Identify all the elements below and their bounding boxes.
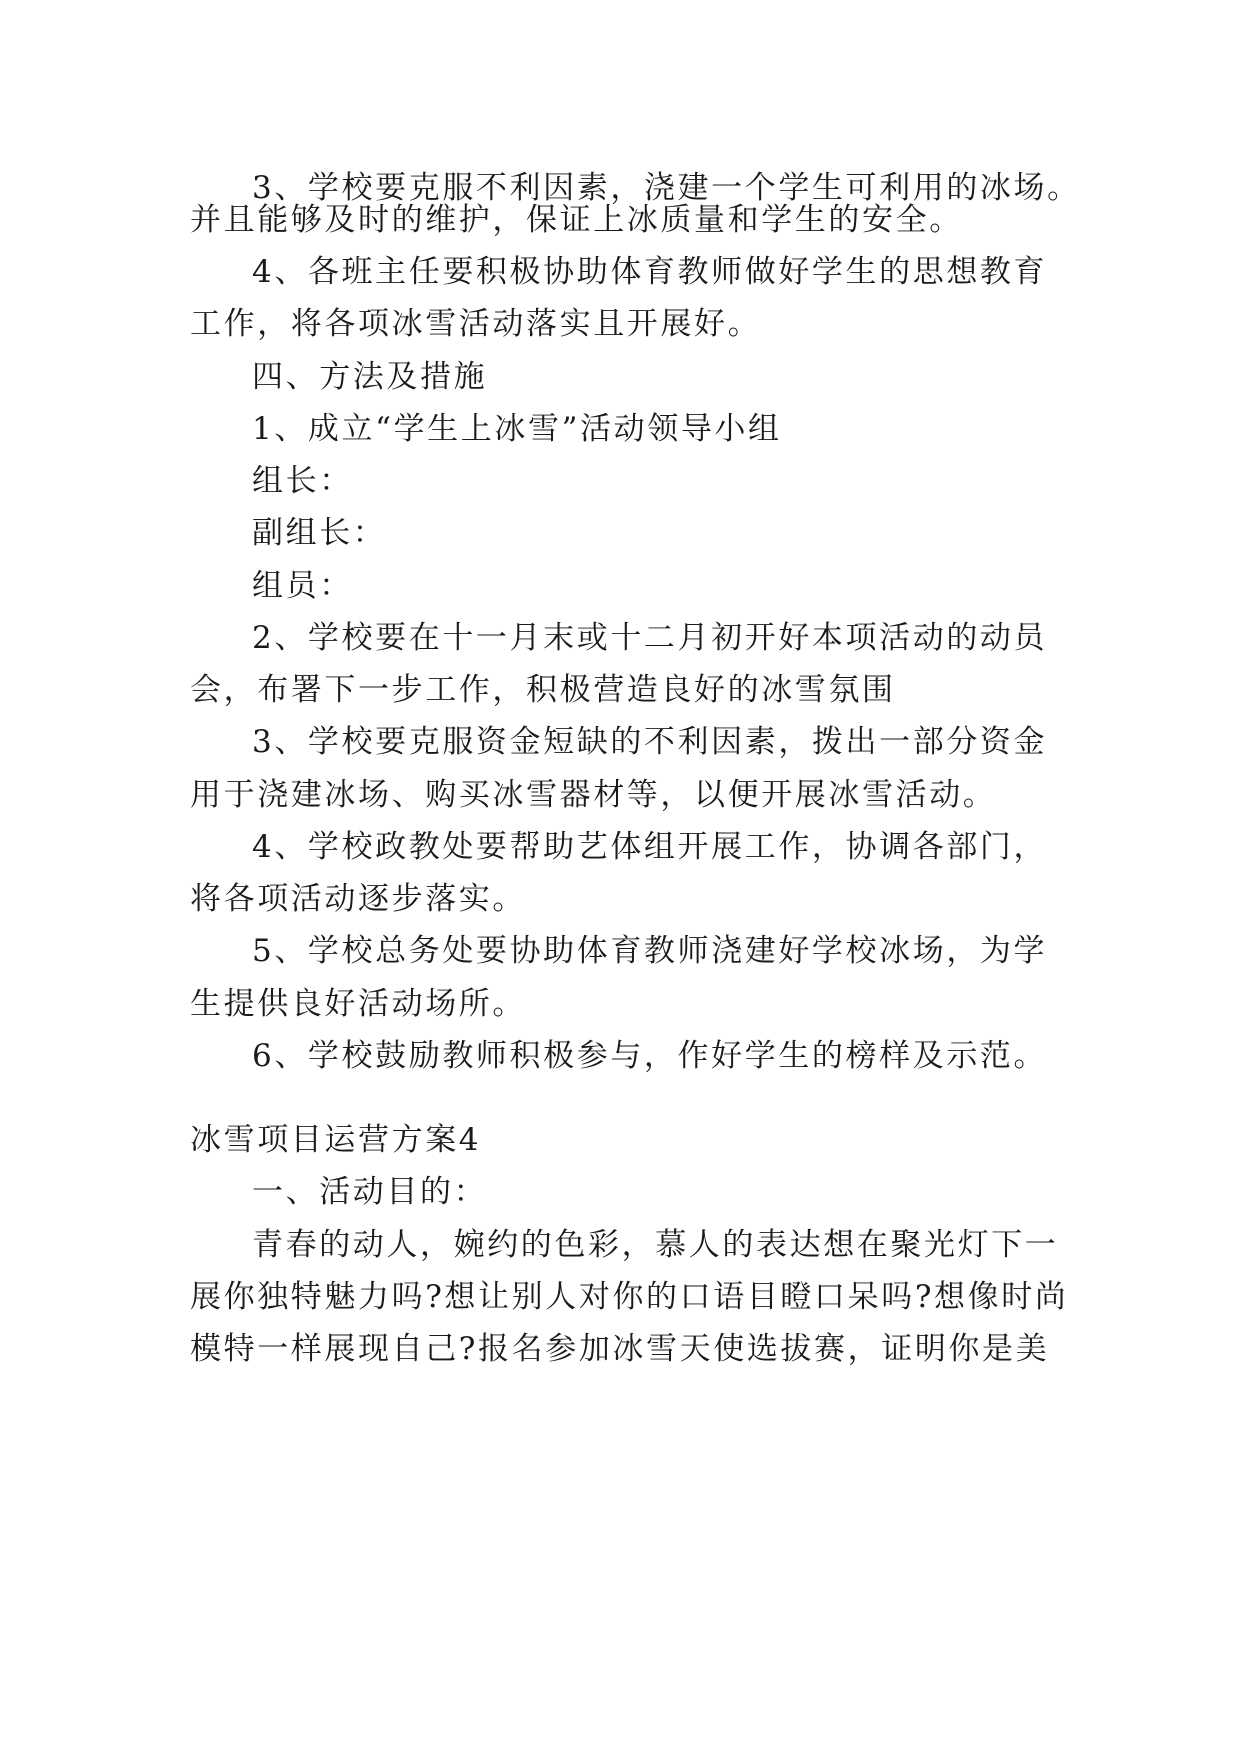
text-line: 5、学校总务处要协助体育教师浇建好学校冰场，为学 [252,933,1048,969]
text-line: 副组长： [252,515,387,551]
text-line: 3、学校要克服资金短缺的不利因素，拨出一部分资金 [252,724,1048,760]
text-line: 青春的动人，婉约的色彩，慕人的表达想在聚光灯下一 [252,1227,1059,1263]
section-heading: 一、活动目的： [252,1174,488,1210]
text-line: 将各项活动逐步落实。 [190,881,526,917]
text-line: 会，布署下一步工作，积极营造良好的冰雪氛围 [190,672,896,708]
section-heading: 四、方法及措施 [252,359,488,395]
text-line: 并且能够及时的维护，保证上冰质量和学生的安全。 [190,202,963,238]
text-line: 展你独特魅力吗?想让别人对你的口语目瞪口呆吗?想像时尚 [190,1279,1069,1315]
text-line: 3、学校要克服不利因素，浇建一个学生可利用的冰场。 [252,170,1081,206]
text-line: 模特一样展现自己?报名参加冰雪天使选拔赛，证明你是美 [190,1331,1050,1367]
text-line: 1、成立“学生上冰雪”活动领导小组 [252,411,782,447]
text-line: 生提供良好活动场所。 [190,986,526,1022]
text-line: 6、学校鼓励教师积极参与，作好学生的榜样及示范。 [252,1038,1048,1074]
text-line: 4、各班主任要积极协助体育教师做好学生的思想教育 [252,254,1048,290]
text-line: 组长： [252,463,353,499]
text-line: 工作，将各项冰雪活动落实且开展好。 [190,306,762,342]
document-title: 冰雪项目运营方案4 [190,1122,482,1158]
text-line: 组员： [252,568,353,604]
text-line: 用于浇建冰场、购买冰雪器材等，以便开展冰雪活动。 [190,777,997,813]
text-line: 2、学校要在十一月末或十二月初开好本项活动的动员 [252,620,1048,656]
text-line: 4、学校政教处要帮助艺体组开展工作，协调各部门， [252,829,1048,865]
